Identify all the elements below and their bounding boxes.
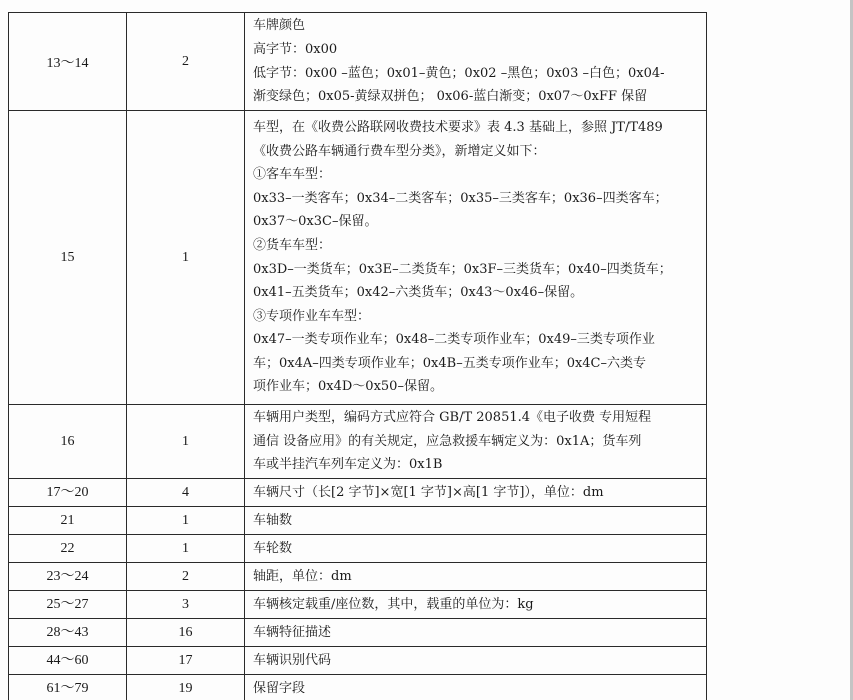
byte-length-cell: 2 [127, 13, 245, 111]
description-cell [245, 13, 707, 111]
table-row-wheel-count [9, 535, 707, 563]
description-cell: 车辆识别代码 [245, 647, 707, 675]
description-cell [245, 405, 707, 479]
description-cell: 车辆特征描述 [245, 619, 707, 647]
description-line: 0x47–一类专项作业车；0x48–二类专项作业车；0x49–三类专项作业 [253, 332, 655, 348]
description-line: 车；0x4A–四类专项作业车；0x4B–五类专项作业车；0x4C–六类专 [253, 355, 647, 371]
byte-offset-cell: 61～79 [9, 675, 127, 700]
description-line: 车辆用户类型，编码方式应符合 GB/T 20851.4《电子收费 专用短程 [253, 410, 652, 426]
byte-offset-cell: 44～60 [9, 647, 127, 675]
description-cell: 保留字段 [245, 675, 707, 700]
description-cell [245, 111, 707, 405]
vehicle-info-field-table [8, 12, 707, 700]
byte-offset-cell: 23～24 [9, 563, 127, 591]
table-row-wheelbase [9, 563, 707, 591]
description-line: 车或半挂汽车列车定义为：0x1B [253, 457, 443, 473]
table-row-user-type [9, 405, 707, 479]
byte-length-cell: 1 [127, 405, 245, 479]
byte-offset-cell: 21 [9, 507, 127, 535]
table-row-rated-load [9, 591, 707, 619]
byte-offset-cell: 25～27 [9, 591, 127, 619]
description-line: 车型，在《收费公路联网收费技术要求》表 4.3 基础上，参照 JT/T489 [253, 119, 663, 135]
description-cell: 车辆核定载重/座位数，其中，载重的单位为：kg [245, 591, 707, 619]
byte-offset-cell: 17～20 [9, 479, 127, 507]
byte-length-cell: 16 [127, 619, 245, 647]
description-line: 0x3D–一类货车；0x3E–二类货车；0x3F–三类货车；0x40–四类货车； [253, 261, 672, 277]
byte-length-cell: 4 [127, 479, 245, 507]
description-cell: 车轴数 [245, 507, 707, 535]
table-row-vehicle-features [9, 619, 707, 647]
table-row-plate-color [9, 13, 707, 111]
description-line: ③专项作业车车型： [253, 308, 371, 324]
description-line: 0x33–一类客车；0x34–二类客车；0x35–三类客车；0x36–四类客车； [253, 190, 668, 206]
description-line: 通信 设备应用》的有关规定，应急救援车辆定义为：0x1A；货车列 [253, 433, 642, 449]
byte-length-cell: 1 [127, 111, 245, 405]
byte-offset-cell: 28～43 [9, 619, 127, 647]
byte-length-cell: 19 [127, 675, 245, 700]
byte-offset-cell: 15 [9, 111, 127, 405]
table-row-axle-count [9, 507, 707, 535]
table-row-vin [9, 647, 707, 675]
byte-length-cell: 1 [127, 535, 245, 563]
description-line: 车牌颜色 [253, 18, 306, 34]
description-line: ②货车车型： [253, 237, 332, 253]
description-cell: 车辆尺寸（长[2 字节]×宽[1 字节]×高[1 字节]），单位：dm [245, 479, 707, 507]
description-line: ①客车车型： [253, 167, 332, 183]
byte-offset-cell: 22 [9, 535, 127, 563]
description-line: 0x41–五类货车；0x42–六类货车；0x43～0x46–保留。 [253, 285, 584, 301]
byte-offset-cell: 16 [9, 405, 127, 479]
description-line: 0x37～0x3C–保留。 [253, 214, 378, 230]
table-row-vehicle-size [9, 479, 707, 507]
description-cell: 轴距，单位：dm [245, 563, 707, 591]
byte-length-cell: 17 [127, 647, 245, 675]
description-line: 低字节：0x00 –蓝色；0x01–黄色；0x02 –黑色；0x03 –白色；0x04- [253, 65, 665, 81]
description-line: 项作业车；0x4D～0x50–保留。 [253, 379, 443, 395]
byte-length-cell: 3 [127, 591, 245, 619]
description-line: 《收费公路车辆通行费车型分类》，新增定义如下： [253, 143, 546, 159]
description-line: 渐变绿色；0x05-黄绿双拼色； 0x06-蓝白渐变；0x07～0xFF 保留 [253, 89, 648, 105]
byte-length-cell: 2 [127, 563, 245, 591]
byte-offset-cell: 13～14 [9, 13, 127, 111]
table-row-reserved [9, 675, 707, 700]
table-row-vehicle-type [9, 111, 707, 405]
byte-length-cell: 1 [127, 507, 245, 535]
description-line: 高字节：0x00 [253, 41, 338, 57]
description-cell: 车轮数 [245, 535, 707, 563]
